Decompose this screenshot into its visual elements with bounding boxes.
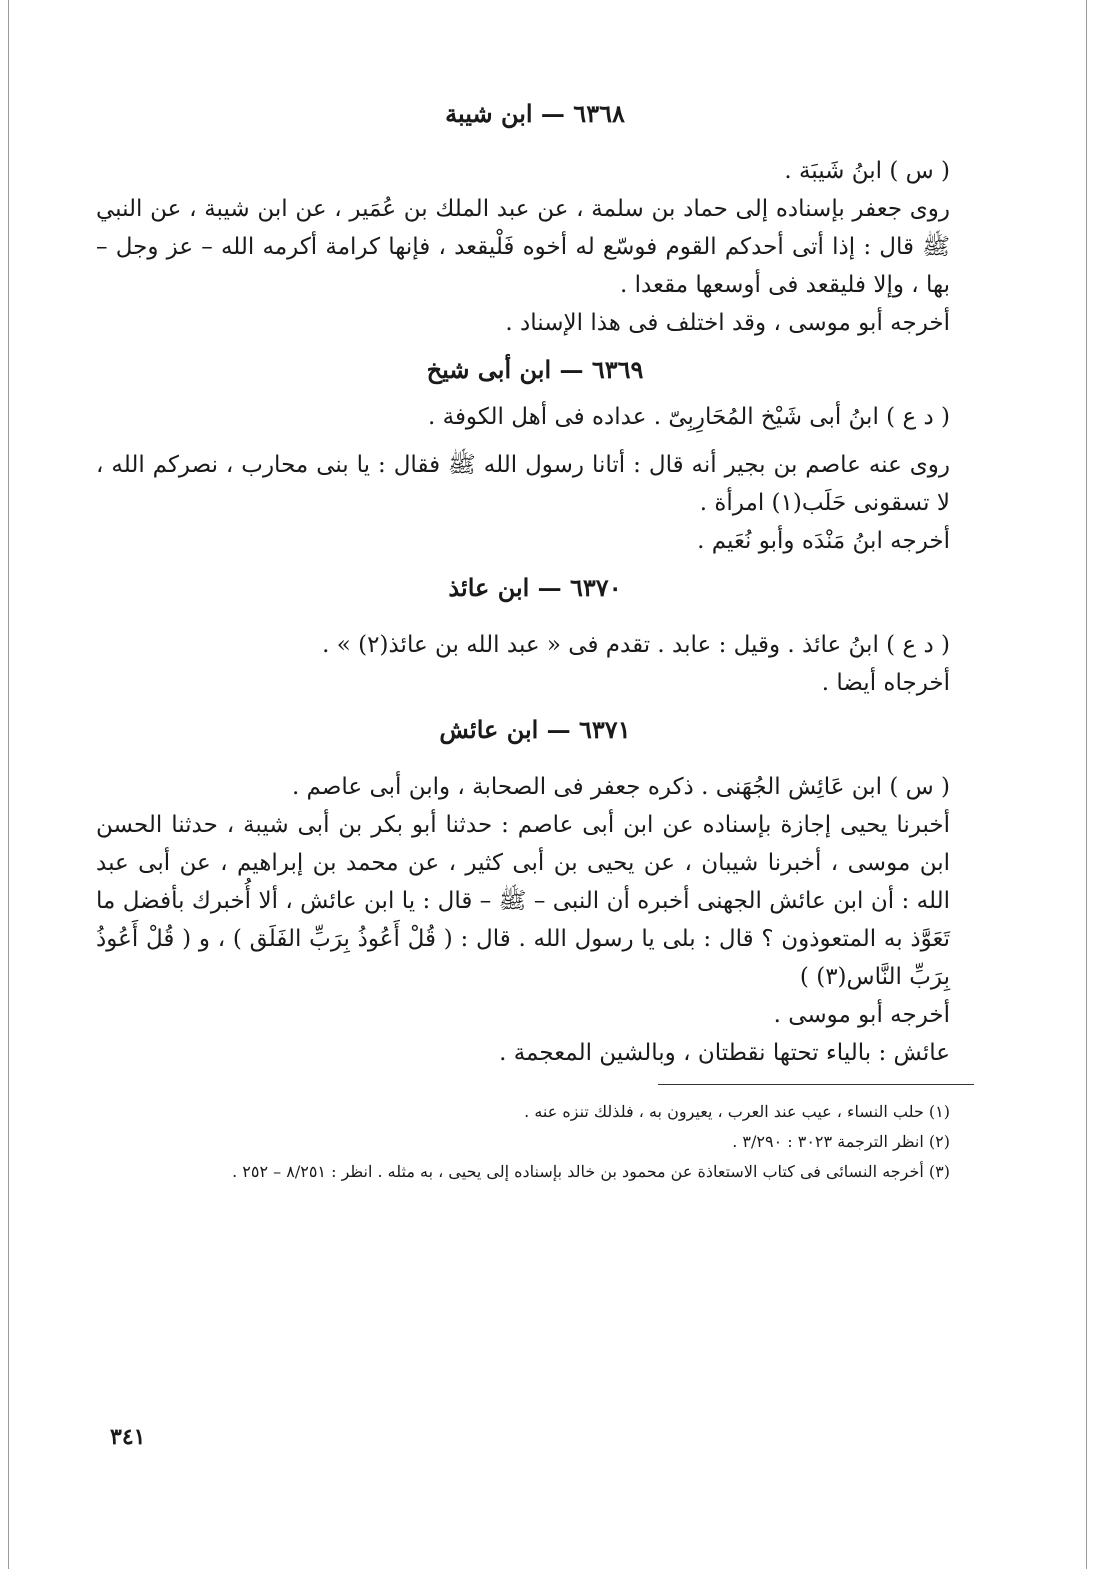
- footnote-divider: [658, 1084, 974, 1085]
- right-margin-line: [1086, 0, 1087, 1569]
- entry-paragraph: روى عنه عاصم بن بجير أنه قال : أتانا رسول الله ﷺ فقال : يا بنى محارب ، نصركم الله ، لا تسقونى حَلَب(١) امرأة .: [96, 452, 950, 516]
- entry-paragraph: روى جعفر بإسناده إلى حماد بن سلمة ، عن عبد الملك بن عُمَير ، عن ابن شيبة ، عن النبي ﷺ قال : إذا أتى أحدكم القوم فوسّع له أخوه فَلْيقعد ، فإنها كرامة أكرمه الله – عز وجل – بها ، وإلا فليقعد فى أوسعها مقعدا .: [96, 196, 950, 298]
- entry-paragraph: أخرجاه أيضا .: [821, 670, 950, 696]
- left-margin-line: [8, 0, 9, 1569]
- entry-paragraph: أخرجه ابنُ مَنْدَه وأبو نُعَيم .: [697, 528, 950, 554]
- entry-heading-6370: ٦٣٧٠ — ابن عائذ: [448, 573, 622, 602]
- entry-heading-6369: ٦٣٦٩ — ابن أبى شيخ: [426, 355, 644, 384]
- entry-tag-line: ( د ع ) ابنُ أبى شَيْخ المُحَارِبِىّ . عداده فى أهل الكوفة .: [427, 404, 950, 430]
- entry-heading-6368: ٦٣٦٨ — ابن شيبة: [445, 99, 625, 128]
- footnote-2: (٢) انظر الترجمة ٣٠٢٣ : ٣/٢٩٠ .: [732, 1132, 950, 1151]
- entry-heading-6371: ٦٣٧١ — ابن عائش: [439, 715, 631, 744]
- entry-tag-line: ( س ) ابن عَائِش الجُهَنى . ذكره جعفر فى الصحابة ، وابن أبى عاصم .: [291, 774, 950, 800]
- entry-paragraph: أخبرنا يحيى إجازة بإسناده عن ابن أبى عاصم : حدثنا أبو بكر بن أبى شيبة ، حدثنا الحسن ابن موسى ، أخبرنا شيبان ، عن يحيى بن أبى كثير ، عن محمد بن إبراهيم ، عن أبى عبد الله : أن ابن عائش الجهنى أخبره أن النبى – ﷺ – قال : يا ابن عائش ، ألا أُخبرك بأفضل ما تَعَوَّذ به المتعوذون ؟ قال : بلى يا رسول الله . قال : ( قُلْ أَعُوذُ بِرَبِّ الفَلَق ) ، و ( قُلْ أَعُوذُ بِرَبِّ النَّاس(٣) ): [96, 812, 950, 990]
- footnote-3: (٣) أخرجه النسائى فى كتاب الاستعاذة عن محمود بن خالد بإسناده إلى يحيى ، به مثله . انظر : ٨/٢٥١ – ٢٥٢ .: [232, 1162, 950, 1181]
- entry-tag-line: ( د ع ) ابنُ عائذ . وقيل : عابد . تقدم فى « عبد الله بن عائذ(٢) » .: [322, 632, 950, 658]
- page-number: ٣٤١: [110, 1424, 146, 1450]
- page-content: [96, 96, 974, 1187]
- entry-paragraph: عائش : بالياء تحتها نقطتان ، وبالشين المعجمة .: [499, 1040, 950, 1066]
- footnote-1: (١) حلب النساء ، عيب عند العرب ، يعيرون به ، فلذلك تنزه عنه .: [524, 1102, 950, 1121]
- entry-tag-line: ( س ) ابنُ شَيبَة .: [784, 158, 950, 184]
- entry-paragraph: أخرجه أبو موسى .: [773, 1002, 950, 1028]
- entry-paragraph: أخرجه أبو موسى ، وقد اختلف فى هذا الإسناد .: [505, 310, 950, 336]
